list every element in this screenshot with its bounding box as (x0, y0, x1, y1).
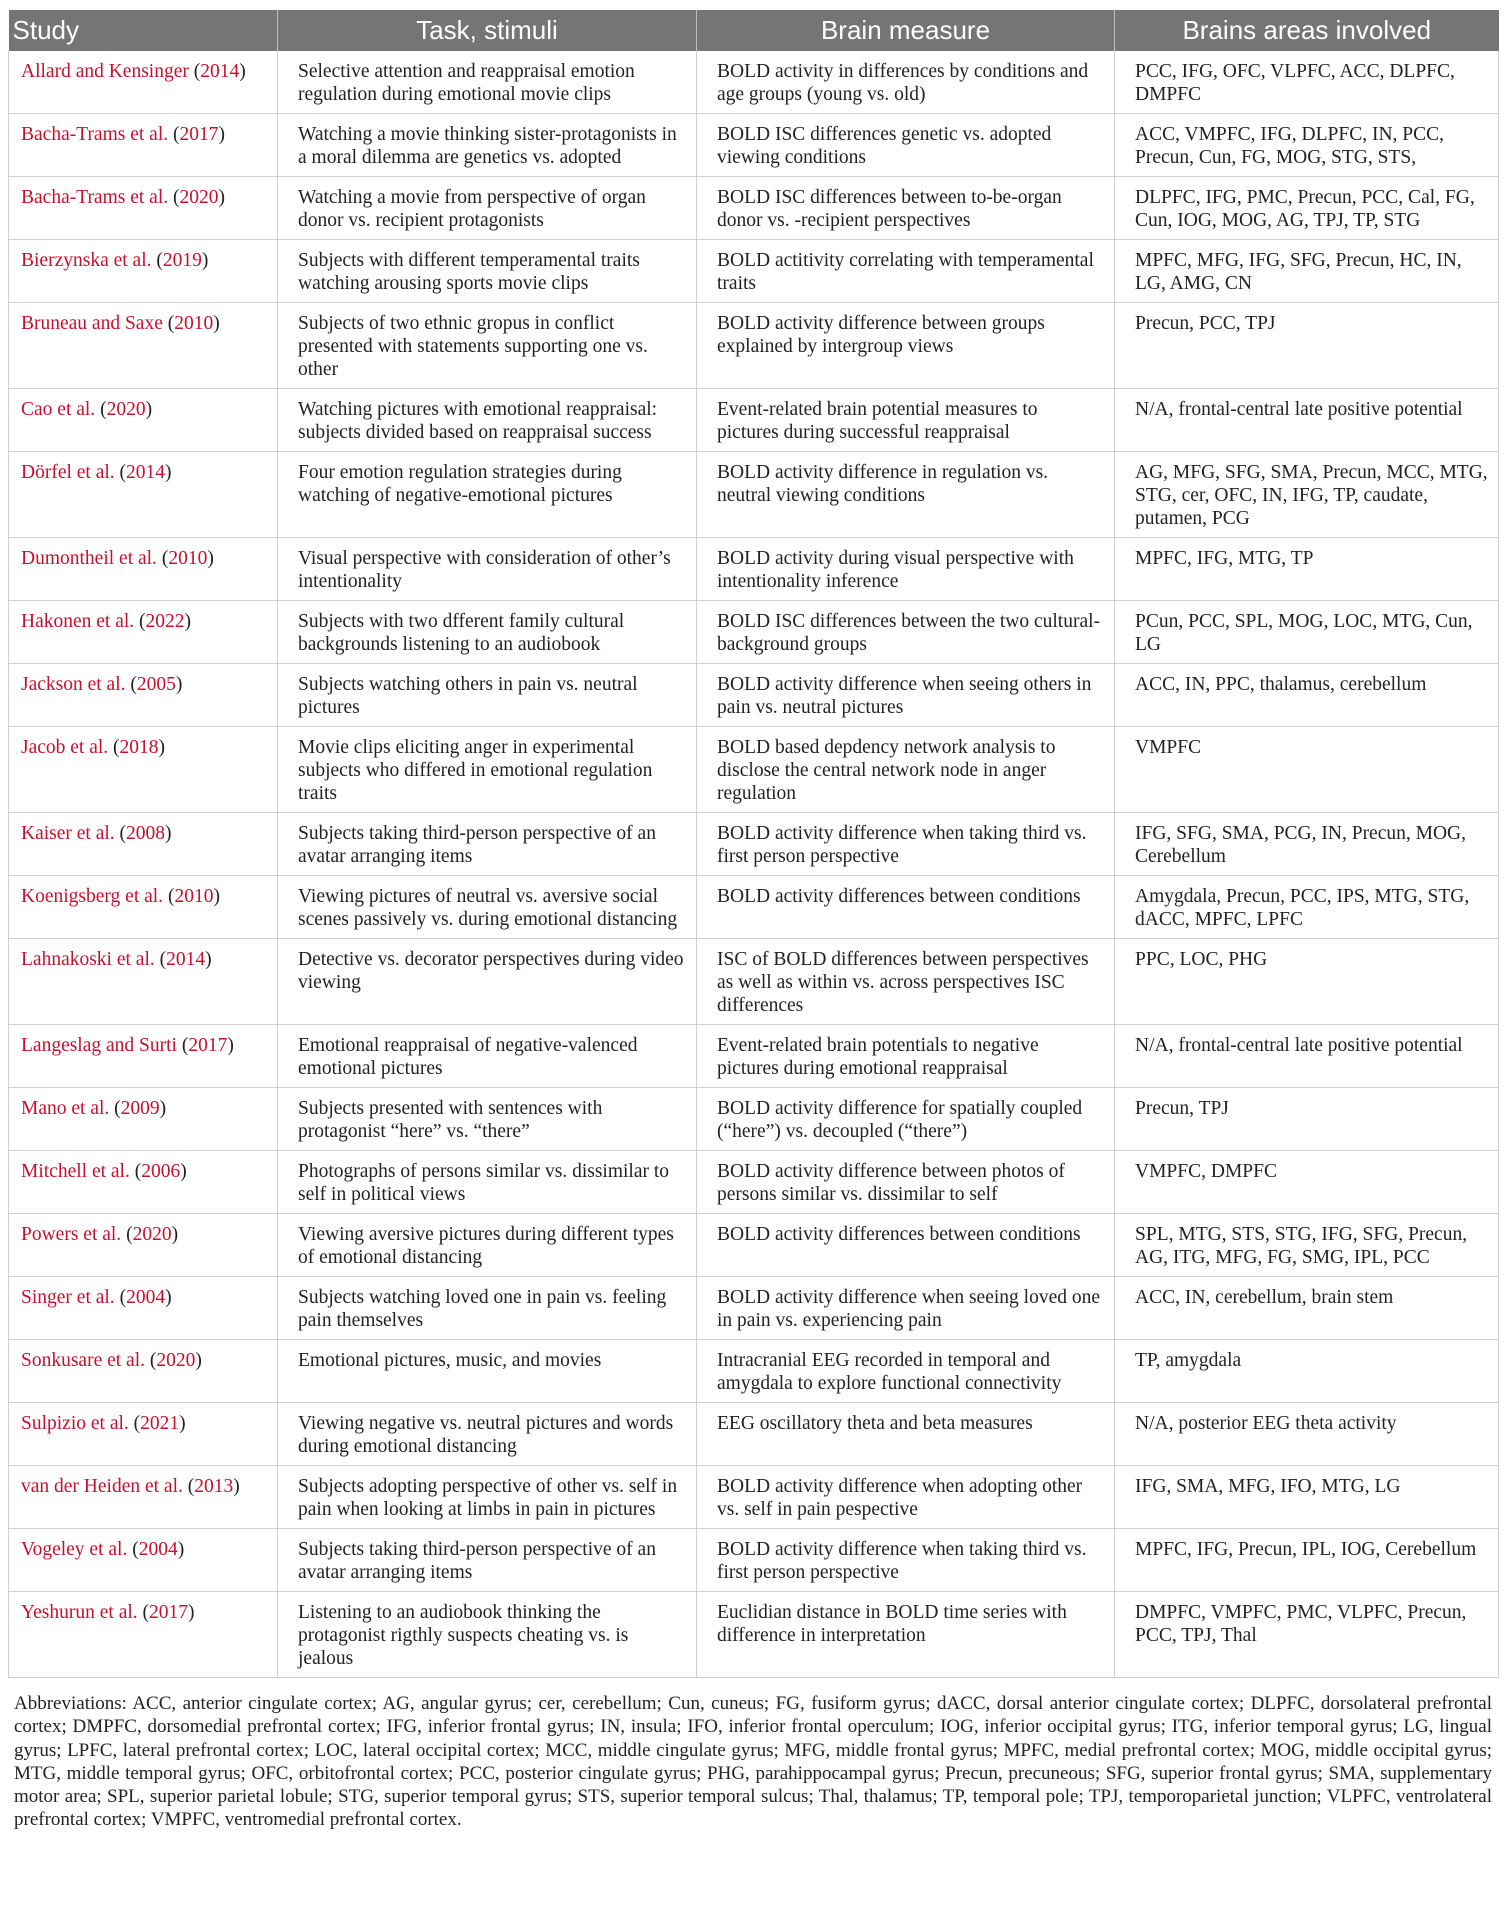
measure-cell: BOLD based depdency network analysis to disclose the central network node in anger regulation (697, 727, 1115, 813)
header-study: Study (9, 10, 278, 51)
header-measure: Brain measure (697, 10, 1115, 51)
study-cell (9, 303, 278, 389)
areas-cell: VMPFC, DMPFC (1115, 1151, 1499, 1214)
task-cell: Watching pictures with emotional reappraisal: subjects divided based on reappraisal success (278, 389, 697, 452)
table-row (9, 389, 1499, 452)
areas-cell: Precun, TPJ (1115, 1088, 1499, 1151)
areas-cell: N/A, frontal-central late positive potential (1115, 1025, 1499, 1088)
table-header (9, 10, 1499, 51)
study-cell (9, 939, 278, 1025)
paren-close: ) (175, 674, 183, 695)
task-cell: Emotional reappraisal of negative-valenced emotional pictures (278, 1025, 697, 1088)
task-cell: Subjects adopting perspective of other vs. self in pain when looking at limbs in pain in pictures (278, 1466, 697, 1529)
task-cell: Watching a movie thinking sister-protagonists in a moral dilemma are genetics vs. adopted (278, 114, 697, 177)
measure-cell: Event-related brain potential measures to pictures during successful reappraisal (697, 389, 1115, 452)
paren-open: ( (108, 737, 120, 758)
study-author-link[interactable]: Cao et al. (21, 399, 96, 420)
study-cell (9, 1340, 278, 1403)
areas-cell: ACC, IN, cerebellum, brain stem (1115, 1277, 1499, 1340)
study-author-link[interactable]: Mitchell et al. (21, 1161, 130, 1182)
task-cell: Subjects watching others in pain vs. neutral pictures (278, 664, 697, 727)
study-year-link[interactable]: 2018 (119, 737, 159, 758)
header-row (9, 10, 1499, 51)
measure-cell: BOLD actitivity correlating with temperamental traits (697, 240, 1115, 303)
areas-cell: N/A, frontal-central late positive potential (1115, 389, 1499, 452)
table-row (9, 51, 1499, 114)
study-author-link[interactable]: Dumontheil et al. (21, 548, 157, 569)
study-cell (9, 114, 278, 177)
study-year-link[interactable]: 2020 (156, 1350, 196, 1371)
paren-close: ) (213, 886, 220, 907)
study-author-link[interactable]: Sulpizio et al. (21, 1413, 129, 1434)
table-row (9, 1151, 1499, 1214)
paren-open: ( (162, 313, 175, 334)
areas-cell: MPFC, IFG, Precun, IPL, IOG, Cerebellum (1115, 1529, 1499, 1592)
areas-cell: PPC, LOC, PHG (1115, 939, 1499, 1025)
areas-cell: AG, MFG, SFG, SMA, Precun, MCC, MTG, STG, cer, OFC, IN, IFG, TP, caudate, putamen, PCG (1115, 452, 1499, 538)
areas-cell: DMPFC, VMPFC, PMC, VLPFC, Precun, PCC, TPJ, Thal (1115, 1592, 1499, 1678)
table-row (9, 1025, 1499, 1088)
areas-cell: IFG, SMA, MFG, IFO, MTG, LG (1115, 1466, 1499, 1529)
study-cell (9, 664, 278, 727)
study-year-link[interactable]: 2020 (179, 187, 219, 208)
study-author-link[interactable]: Singer et al. (21, 1287, 115, 1308)
areas-cell: PCC, IFG, OFC, VLPFC, ACC, DLPFC, DMPFC (1115, 51, 1499, 114)
table-row (9, 1529, 1499, 1592)
areas-cell: TP, amygdala (1115, 1340, 1499, 1403)
paren-open: ( (114, 462, 127, 483)
study-author-link[interactable]: Bacha-Trams et al. (21, 124, 169, 145)
study-cell (9, 389, 278, 452)
table-row (9, 664, 1499, 727)
study-author-link[interactable]: Bacha-Trams et al. (21, 187, 169, 208)
areas-cell: ACC, IN, PPC, thalamus, cerebellum (1115, 664, 1499, 727)
measure-cell: BOLD activity difference between groups explained by intergroup views (697, 303, 1115, 389)
study-cell (9, 1214, 278, 1277)
areas-cell: Amygdala, Precun, PCC, IPS, MTG, STG, dACC, MPFC, LPFC (1115, 876, 1499, 939)
table-row (9, 177, 1499, 240)
task-cell: Visual perspective with consideration of other’s intentionality (278, 538, 697, 601)
table-wrapper (8, 10, 1498, 1832)
table-row (9, 1277, 1499, 1340)
table-row (9, 876, 1499, 939)
study-cell (9, 1277, 278, 1340)
study-cell (9, 452, 278, 538)
paren-close: ) (165, 823, 172, 844)
measure-cell: ISC of BOLD differences between perspectives as well as within vs. across perspectives ISC differences (697, 939, 1115, 1025)
paren-open: ( (125, 674, 137, 695)
paren-open: ( (114, 1287, 127, 1308)
study-year-link[interactable]: 2021 (140, 1413, 180, 1434)
study-cell (9, 1088, 278, 1151)
measure-cell: BOLD activity during visual perspective with intentionality inference (697, 538, 1115, 601)
areas-cell: DLPFC, IFG, PMC, Precun, PCC, Cal, FG, Cun, IOG, MOG, AG, TPJ, TP, STG (1115, 177, 1499, 240)
table-row (9, 240, 1499, 303)
study-cell (9, 601, 278, 664)
measure-cell: BOLD ISC differences genetic vs. adopted viewing conditions (697, 114, 1115, 177)
study-author-link[interactable]: Bruneau and Saxe (21, 313, 163, 334)
table-row (9, 727, 1499, 813)
study-year-link[interactable]: 2004 (138, 1539, 178, 1560)
study-cell (9, 1529, 278, 1592)
paren-open: ( (121, 1224, 133, 1245)
study-year-link[interactable]: 2022 (145, 611, 185, 632)
study-year-link[interactable]: 2014 (166, 949, 206, 970)
paren-close: ) (218, 187, 225, 208)
task-cell: Subjects taking third-person perspective of an avatar arranging items (278, 813, 697, 876)
task-cell: Emotional pictures, music, and movies (278, 1340, 697, 1403)
task-cell: Four emotion regulation strategies during watching of negative-emotional pictures (278, 452, 697, 538)
measure-cell: Intracranial EEG recorded in temporal and amygdala to explore functional connectivity (697, 1340, 1115, 1403)
study-year-link[interactable]: 2019 (162, 250, 202, 271)
paren-close: ) (207, 548, 214, 569)
paren-open: ( (134, 611, 146, 632)
paren-open: ( (127, 1539, 139, 1560)
study-year-link[interactable]: 2017 (179, 124, 219, 145)
areas-cell: ACC, VMPFC, IFG, DLPFC, IN, PCC, Precun, Cun, FG, MOG, STG, STS, (1115, 114, 1499, 177)
paren-open: ( (109, 1098, 121, 1119)
table-row (9, 1466, 1499, 1529)
table-row (9, 1340, 1499, 1403)
study-author-link[interactable]: Koenigsberg et al. (21, 886, 164, 907)
table-row (9, 601, 1499, 664)
areas-cell: Precun, PCC, TPJ (1115, 303, 1499, 389)
paren-close: ) (201, 250, 209, 271)
measure-cell: BOLD activity difference for spatially coupled (“here”) vs. decoupled (“there”) (697, 1088, 1115, 1151)
measure-cell: BOLD activity difference when seeing others in pain vs. neutral pictures (697, 664, 1115, 727)
table-row (9, 1592, 1499, 1678)
measure-cell: BOLD activity differences between conditions (697, 876, 1115, 939)
task-cell: Subjects watching loved one in pain vs. feeling pain themselves (278, 1277, 697, 1340)
study-author-link[interactable]: Langeslag and Surti (21, 1035, 177, 1056)
study-year-link[interactable]: 2010 (174, 313, 214, 334)
paren-close: ) (177, 1539, 185, 1560)
task-cell: Subjects taking third-person perspective of an avatar arranging items (278, 1529, 697, 1592)
study-cell (9, 1025, 278, 1088)
task-cell: Watching a movie from perspective of organ donor vs. recipient protagonists (278, 177, 697, 240)
study-year-link[interactable]: 2010 (168, 548, 208, 569)
task-cell: Subjects with two dfferent family cultural backgrounds listening to an audiobook (278, 601, 697, 664)
table-row (9, 1403, 1499, 1466)
study-cell (9, 177, 278, 240)
paren-open: ( (137, 1602, 150, 1623)
study-author-link[interactable]: Bierzynska et al. (21, 250, 152, 271)
measure-cell: BOLD activity difference when taking third vs. first person perspective (697, 1529, 1115, 1592)
paren-open: ( (95, 399, 107, 420)
task-cell: Subjects of two ethnic gropus in conflict presented with statements supporting one vs. other (278, 303, 697, 389)
study-cell (9, 727, 278, 813)
paren-open: ( (128, 1413, 141, 1434)
areas-cell: MPFC, IFG, MTG, TP (1115, 538, 1499, 601)
study-cell (9, 1466, 278, 1529)
areas-cell: N/A, posterior EEG theta activity (1115, 1403, 1499, 1466)
study-cell (9, 1592, 278, 1678)
study-author-link[interactable]: Vogeley et al. (21, 1539, 128, 1560)
paren-open: ( (114, 823, 127, 844)
paren-close: ) (158, 737, 166, 758)
paren-close: ) (213, 313, 220, 334)
paren-open: ( (145, 1350, 157, 1371)
paren-close: ) (180, 1161, 187, 1182)
table-row (9, 1088, 1499, 1151)
study-author-link[interactable]: Kaiser et al. (21, 823, 115, 844)
study-cell (9, 876, 278, 939)
table-row (9, 813, 1499, 876)
study-year-link[interactable]: 2008 (126, 823, 166, 844)
table-row (9, 538, 1499, 601)
paren-close: ) (165, 1287, 172, 1308)
paren-open: ( (154, 949, 167, 970)
task-cell: Movie clips eliciting anger in experimental subjects who differed in emotional regulation traits (278, 727, 697, 813)
areas-cell: SPL, MTG, STS, STG, IFG, SFG, Precun, AG, ITG, MFG, FG, SMG, IPL, PCC (1115, 1214, 1499, 1277)
paren-close: ) (239, 61, 246, 82)
measure-cell: BOLD activity differences between conditions (697, 1214, 1115, 1277)
task-cell: Subjects presented with sentences with protagonist “here” vs. “there” (278, 1088, 697, 1151)
measure-cell: BOLD activity difference when seeing loved one in pain vs. experiencing pain (697, 1277, 1115, 1340)
measure-cell: BOLD activity difference between photos of persons similar vs. dissimilar to self (697, 1151, 1115, 1214)
measure-cell: BOLD activity in differences by conditions and age groups (young vs. old) (697, 51, 1115, 114)
study-author-link[interactable]: Lahnakoski et al. (21, 949, 155, 970)
study-author-link[interactable]: Mano et al. (21, 1098, 110, 1119)
measure-cell: BOLD activity difference when adopting other vs. self in pain pespective (697, 1466, 1115, 1529)
areas-cell: VMPFC (1115, 727, 1499, 813)
study-year-link[interactable]: 2013 (194, 1476, 234, 1497)
table-row (9, 939, 1499, 1025)
paren-close: ) (165, 462, 172, 483)
study-author-link[interactable]: Allard and Kensinger (21, 61, 189, 82)
task-cell: Viewing negative vs. neutral pictures and words during emotional distancing (278, 1403, 697, 1466)
task-cell: Photographs of persons similar vs. dissimilar to self in political views (278, 1151, 697, 1214)
measure-cell: EEG oscillatory theta and beta measures (697, 1403, 1115, 1466)
paren-close: ) (184, 611, 192, 632)
study-year-link[interactable]: 2006 (141, 1161, 181, 1182)
study-year-link[interactable]: 2017 (188, 1035, 228, 1056)
table-row (9, 1214, 1499, 1277)
paren-close: ) (233, 1476, 240, 1497)
task-cell: Viewing pictures of neutral vs. aversive social scenes passively vs. during emotional distancing (278, 876, 697, 939)
paren-close: ) (218, 124, 225, 145)
study-cell (9, 1403, 278, 1466)
paren-close: ) (205, 949, 212, 970)
measure-cell: Euclidian distance in BOLD time series with difference in interpretation (697, 1592, 1115, 1678)
study-cell (9, 240, 278, 303)
study-year-link[interactable]: 2014 (126, 462, 166, 483)
paren-open: ( (182, 1476, 195, 1497)
measure-cell: BOLD activity difference in regulation vs. neutral viewing conditions (697, 452, 1115, 538)
paren-open: ( (163, 886, 175, 907)
task-cell: Subjects with different temperamental traits watching arousing sports movie clips (278, 240, 697, 303)
study-author-link[interactable]: Jacob et al. (21, 737, 109, 758)
study-cell (9, 51, 278, 114)
study-year-link[interactable]: 2017 (149, 1602, 189, 1623)
table-row (9, 303, 1499, 389)
study-author-link[interactable]: Jackson et al. (21, 674, 126, 695)
study-author-link[interactable]: Sonkusare et al. (21, 1350, 146, 1371)
study-year-link[interactable]: 2014 (200, 61, 240, 82)
paren-open: ( (151, 250, 163, 271)
study-year-link[interactable]: 2009 (120, 1098, 160, 1119)
paren-open: ( (176, 1035, 189, 1056)
measure-cell: BOLD ISC differences between the two cultural-background groups (697, 601, 1115, 664)
areas-cell: PCun, PCC, SPL, MOG, LOC, MTG, Cun, LG (1115, 601, 1499, 664)
paren-close: ) (145, 399, 153, 420)
study-year-link[interactable]: 2010 (174, 886, 214, 907)
measure-cell: Event-related brain potentials to negative pictures during emotional reappraisal (697, 1025, 1115, 1088)
paren-open: ( (129, 1161, 142, 1182)
measure-cell: BOLD ISC differences between to-be-organ donor vs. -recipient perspectives (697, 177, 1115, 240)
task-cell: Listening to an audiobook thinking the protagonist rigthly suspects cheating vs. is jealous (278, 1592, 697, 1678)
paren-close: ) (195, 1350, 202, 1371)
paren-open: ( (168, 124, 180, 145)
table-row (9, 452, 1499, 538)
study-author-link[interactable]: Dörfel et al. (21, 462, 115, 483)
study-cell (9, 1151, 278, 1214)
paren-close: ) (159, 1098, 167, 1119)
study-year-link[interactable]: 2020 (132, 1224, 172, 1245)
table-row (9, 114, 1499, 177)
study-author-link[interactable]: Hakonen et al. (21, 611, 135, 632)
abbreviations-footnote: Abbreviations: ACC, anterior cingulate cortex; AG, angular gyrus; cer, cerebellum; Cun, cuneus; FG, fusiform gyrus; dACC, dorsal anterior cingulate cortex; DLPFC, dorsolateral prefrontal cortex; DMPFC, dorsomedial prefrontal cortex; IFG, inferior frontal gyrus; IN, insula; IFO, inferior frontal operculum; IOG, inferior occipital gyrus; ITG, inferior temporal gyrus; LG, lingual gyrus; LPFC, lateral prefrontal cortex; LOC, lateral occipital cortex; MCC, middle cingulate gyrus; MFG, middle frontal gyrus; MPFC, medial prefrontal cortex; MOG, middle occipital gyrus; MTG, middle temporal gyrus; OFC, orbitofrontal cortex; PCC, posterior cingulate gyrus; PHG, parahippocampal gyrus; Precun, precuneous; SFG, superior frontal gyrus; SMA, supplementary motor area; SPL, superior parietal lobule; STG, superior temporal gyrus; STS, superior temporal sulcus; Thal, thalamus; TP, temporal pole; TPJ, temporoparietal junction; VLPFC, ventrolateral prefrontal cortex; VMPFC, ventromedial prefrontal cortex. (14, 1693, 1492, 1831)
study-year-link[interactable]: 2020 (106, 399, 146, 420)
studies-table (8, 10, 1499, 1678)
paren-close: ) (179, 1413, 186, 1434)
task-cell: Selective attention and reappraisal emotion regulation during emotional movie clips (278, 51, 697, 114)
header-areas: Brains areas involved (1115, 10, 1499, 51)
study-year-link[interactable]: 2005 (136, 674, 176, 695)
study-author-link[interactable]: Powers et al. (21, 1224, 122, 1245)
paren-close: ) (171, 1224, 179, 1245)
study-author-link[interactable]: Yeshurun et al. (21, 1602, 138, 1623)
paren-open: ( (168, 187, 180, 208)
table-body (9, 51, 1499, 1678)
task-cell: Viewing aversive pictures during different types of emotional distancing (278, 1214, 697, 1277)
paren-close: ) (227, 1035, 234, 1056)
paren-close: ) (188, 1602, 195, 1623)
task-cell: Detective vs. decorator perspectives during video viewing (278, 939, 697, 1025)
study-author-link[interactable]: van der Heiden et al. (21, 1476, 183, 1497)
measure-cell: BOLD activity difference when taking third vs. first person perspective (697, 813, 1115, 876)
paren-open: ( (188, 61, 201, 82)
areas-cell: MPFC, MFG, IFG, SFG, Precun, HC, IN, LG, AMG, CN (1115, 240, 1499, 303)
header-task: Task, stimuli (278, 10, 697, 51)
study-cell (9, 813, 278, 876)
study-cell (9, 538, 278, 601)
areas-cell: IFG, SFG, SMA, PCG, IN, Precun, MOG, Cerebellum (1115, 813, 1499, 876)
study-year-link[interactable]: 2004 (126, 1287, 166, 1308)
paren-open: ( (156, 548, 169, 569)
